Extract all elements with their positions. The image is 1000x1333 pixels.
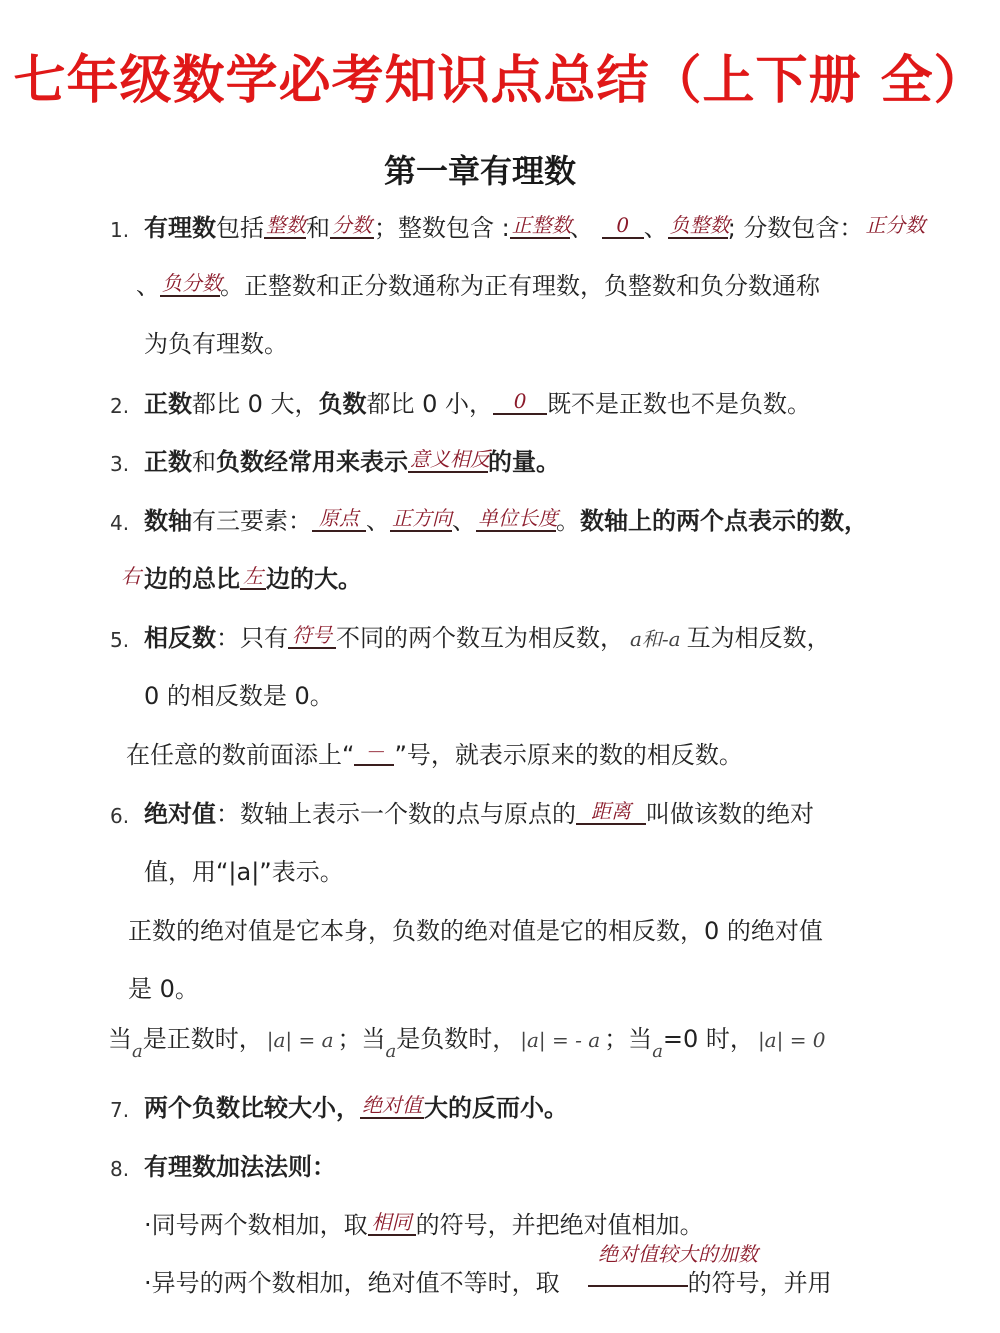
blank-answer: 正整数	[511, 213, 572, 237]
text: 值，用“|a|”表示。	[144, 858, 344, 886]
item-6-line-4	[128, 972, 199, 1006]
item-6-line-1	[144, 797, 814, 831]
text: 有三要素：	[192, 507, 312, 535]
term-addition-rule: 有理数加法法则：	[144, 1153, 336, 1181]
blank-answer: 单位长度	[478, 506, 558, 530]
text: 都比 0 大，	[192, 390, 319, 418]
text: 包括	[216, 214, 264, 242]
text: 叫做该数的绝对	[646, 800, 814, 828]
item-8-line-3	[144, 1266, 832, 1300]
text: 和	[306, 214, 330, 242]
text: 是正数时，	[142, 1025, 263, 1053]
item-number-5: 5.	[110, 628, 130, 652]
item-8-line-1	[144, 1150, 336, 1184]
item-4-line-2	[118, 562, 362, 596]
blank-answer: 0	[493, 389, 547, 415]
math-var: a	[652, 1041, 663, 1062]
text: 为负有理数。	[144, 330, 288, 358]
text: 是负数时，	[396, 1025, 517, 1053]
text: 的符号，并把绝对值相加。	[415, 1211, 704, 1239]
blank-answer: 相同	[368, 1210, 416, 1236]
text: 负数经常用来表示	[216, 448, 408, 476]
item-number-2: 2.	[110, 394, 130, 418]
term-rational-number: 有理数	[144, 214, 216, 242]
item-number-6: 6.	[110, 804, 130, 828]
text: 数轴上的两个点表示的数，	[580, 507, 868, 535]
blank-answer: －	[354, 740, 394, 766]
blank-answer: 意义相反	[410, 447, 490, 471]
math-var: a	[132, 1041, 143, 1062]
text: 边的大。	[266, 565, 362, 593]
text: 当	[108, 1025, 132, 1053]
item-number-4: 4.	[110, 511, 130, 535]
text: 正数的绝对值是它本身，负数的绝对值是它的相反数，0 的绝对值	[128, 917, 823, 945]
blank-answer: 绝对值	[362, 1093, 422, 1117]
text: ：只有	[216, 624, 288, 652]
item-number-8: 8.	[110, 1157, 130, 1181]
math-expression: |a| = 0	[757, 1028, 826, 1052]
text: 大的反而小。	[424, 1094, 568, 1122]
math-expression: a和-a	[630, 627, 681, 651]
text: 互为相反数，	[686, 624, 831, 652]
math-expression: |a| = a	[266, 1028, 334, 1052]
page-title: 七年级数学必考知识点总结（上下册 全）	[13, 51, 987, 111]
term-absolute-value: 绝对值	[144, 800, 216, 828]
item-number-1: 1.	[110, 218, 130, 242]
text: ; 分数包含：	[727, 214, 864, 242]
term-positive: 正数	[144, 448, 192, 476]
blank-answer: 右	[121, 564, 141, 588]
item-2	[144, 387, 811, 421]
term-opposite: 相反数	[144, 624, 216, 652]
blank-answer: 0	[602, 213, 644, 239]
math-expression: |a| = - a	[520, 1028, 601, 1052]
item-5-line-3	[126, 738, 743, 772]
text: 、	[643, 214, 668, 242]
item-1-line-3	[144, 327, 288, 361]
item-6-line-5	[108, 1022, 830, 1069]
blank-answer: 正方向	[392, 506, 452, 530]
text: 边的总比	[144, 565, 240, 593]
text: ；当	[337, 1025, 386, 1053]
blank-answer: 距离	[576, 799, 646, 825]
chapter-heading: 第一章有理数	[383, 152, 576, 190]
term-positive: 正数	[144, 390, 192, 418]
blank-answer: 左	[240, 564, 266, 590]
blank-answer: 符号	[288, 623, 336, 649]
handwritten-answer: 绝对值较大的加数	[598, 1242, 758, 1266]
text: ·异号的两个数相加，绝对值不等时，取	[144, 1269, 560, 1297]
text: =0 时，	[662, 1025, 754, 1053]
item-7	[144, 1091, 568, 1125]
text: 、	[366, 507, 390, 535]
item-5-line-2	[144, 679, 334, 713]
item-number-3: 3.	[110, 452, 130, 476]
text: 都比 0 小，	[366, 390, 494, 418]
blank-answer: 负整数	[669, 213, 730, 237]
item-1-line-1	[144, 211, 926, 245]
item-3	[144, 445, 560, 479]
term-number-line: 数轴	[144, 507, 192, 535]
text: 是 0。	[128, 975, 199, 1003]
math-var: a	[385, 1041, 397, 1062]
text: ；整数包含 :	[374, 214, 510, 242]
text: 。	[556, 507, 580, 535]
blank-answer: 正分数	[865, 213, 926, 237]
term-negative: 负数	[318, 390, 367, 418]
text: ·同号两个数相加，取	[144, 1211, 368, 1239]
text: 两个负数比较大小，	[144, 1094, 360, 1122]
blank-answer: 分数	[332, 213, 372, 237]
text: 、	[136, 272, 160, 300]
item-4-line-1	[144, 504, 868, 538]
blank-answer: 整数	[266, 213, 306, 237]
text: ：数轴上表示一个数的点与原点的	[216, 800, 576, 828]
item-6-line-3	[128, 914, 823, 948]
text: 在任意的数前面添上“	[126, 741, 355, 769]
item-number-7: 7.	[110, 1098, 130, 1122]
item-1-line-2	[136, 269, 820, 303]
text: 不同的两个数互为相反数，	[336, 624, 624, 652]
text: 的符号，并用	[687, 1269, 832, 1297]
text: 0 的相反数是 0。	[144, 682, 334, 710]
answer-blank	[588, 1285, 688, 1287]
text: 的量。	[488, 448, 560, 476]
blank-answer: 负分数	[162, 271, 222, 295]
item-5-line-1	[144, 621, 831, 656]
blank-answer: 原点	[312, 506, 366, 532]
text: 。正整数和正分数通称为正有理数，负整数和负分数通称	[220, 272, 820, 300]
text: 、	[452, 507, 476, 535]
item-6-line-2	[144, 855, 344, 889]
text: ”号，就表示原来的数的相反数。	[394, 741, 743, 769]
item-8-line-2	[144, 1208, 704, 1242]
text: 和	[192, 448, 216, 476]
text: 既不是正数也不是负数。	[547, 390, 812, 418]
text: 、	[569, 214, 594, 242]
text: ；当	[604, 1025, 653, 1053]
